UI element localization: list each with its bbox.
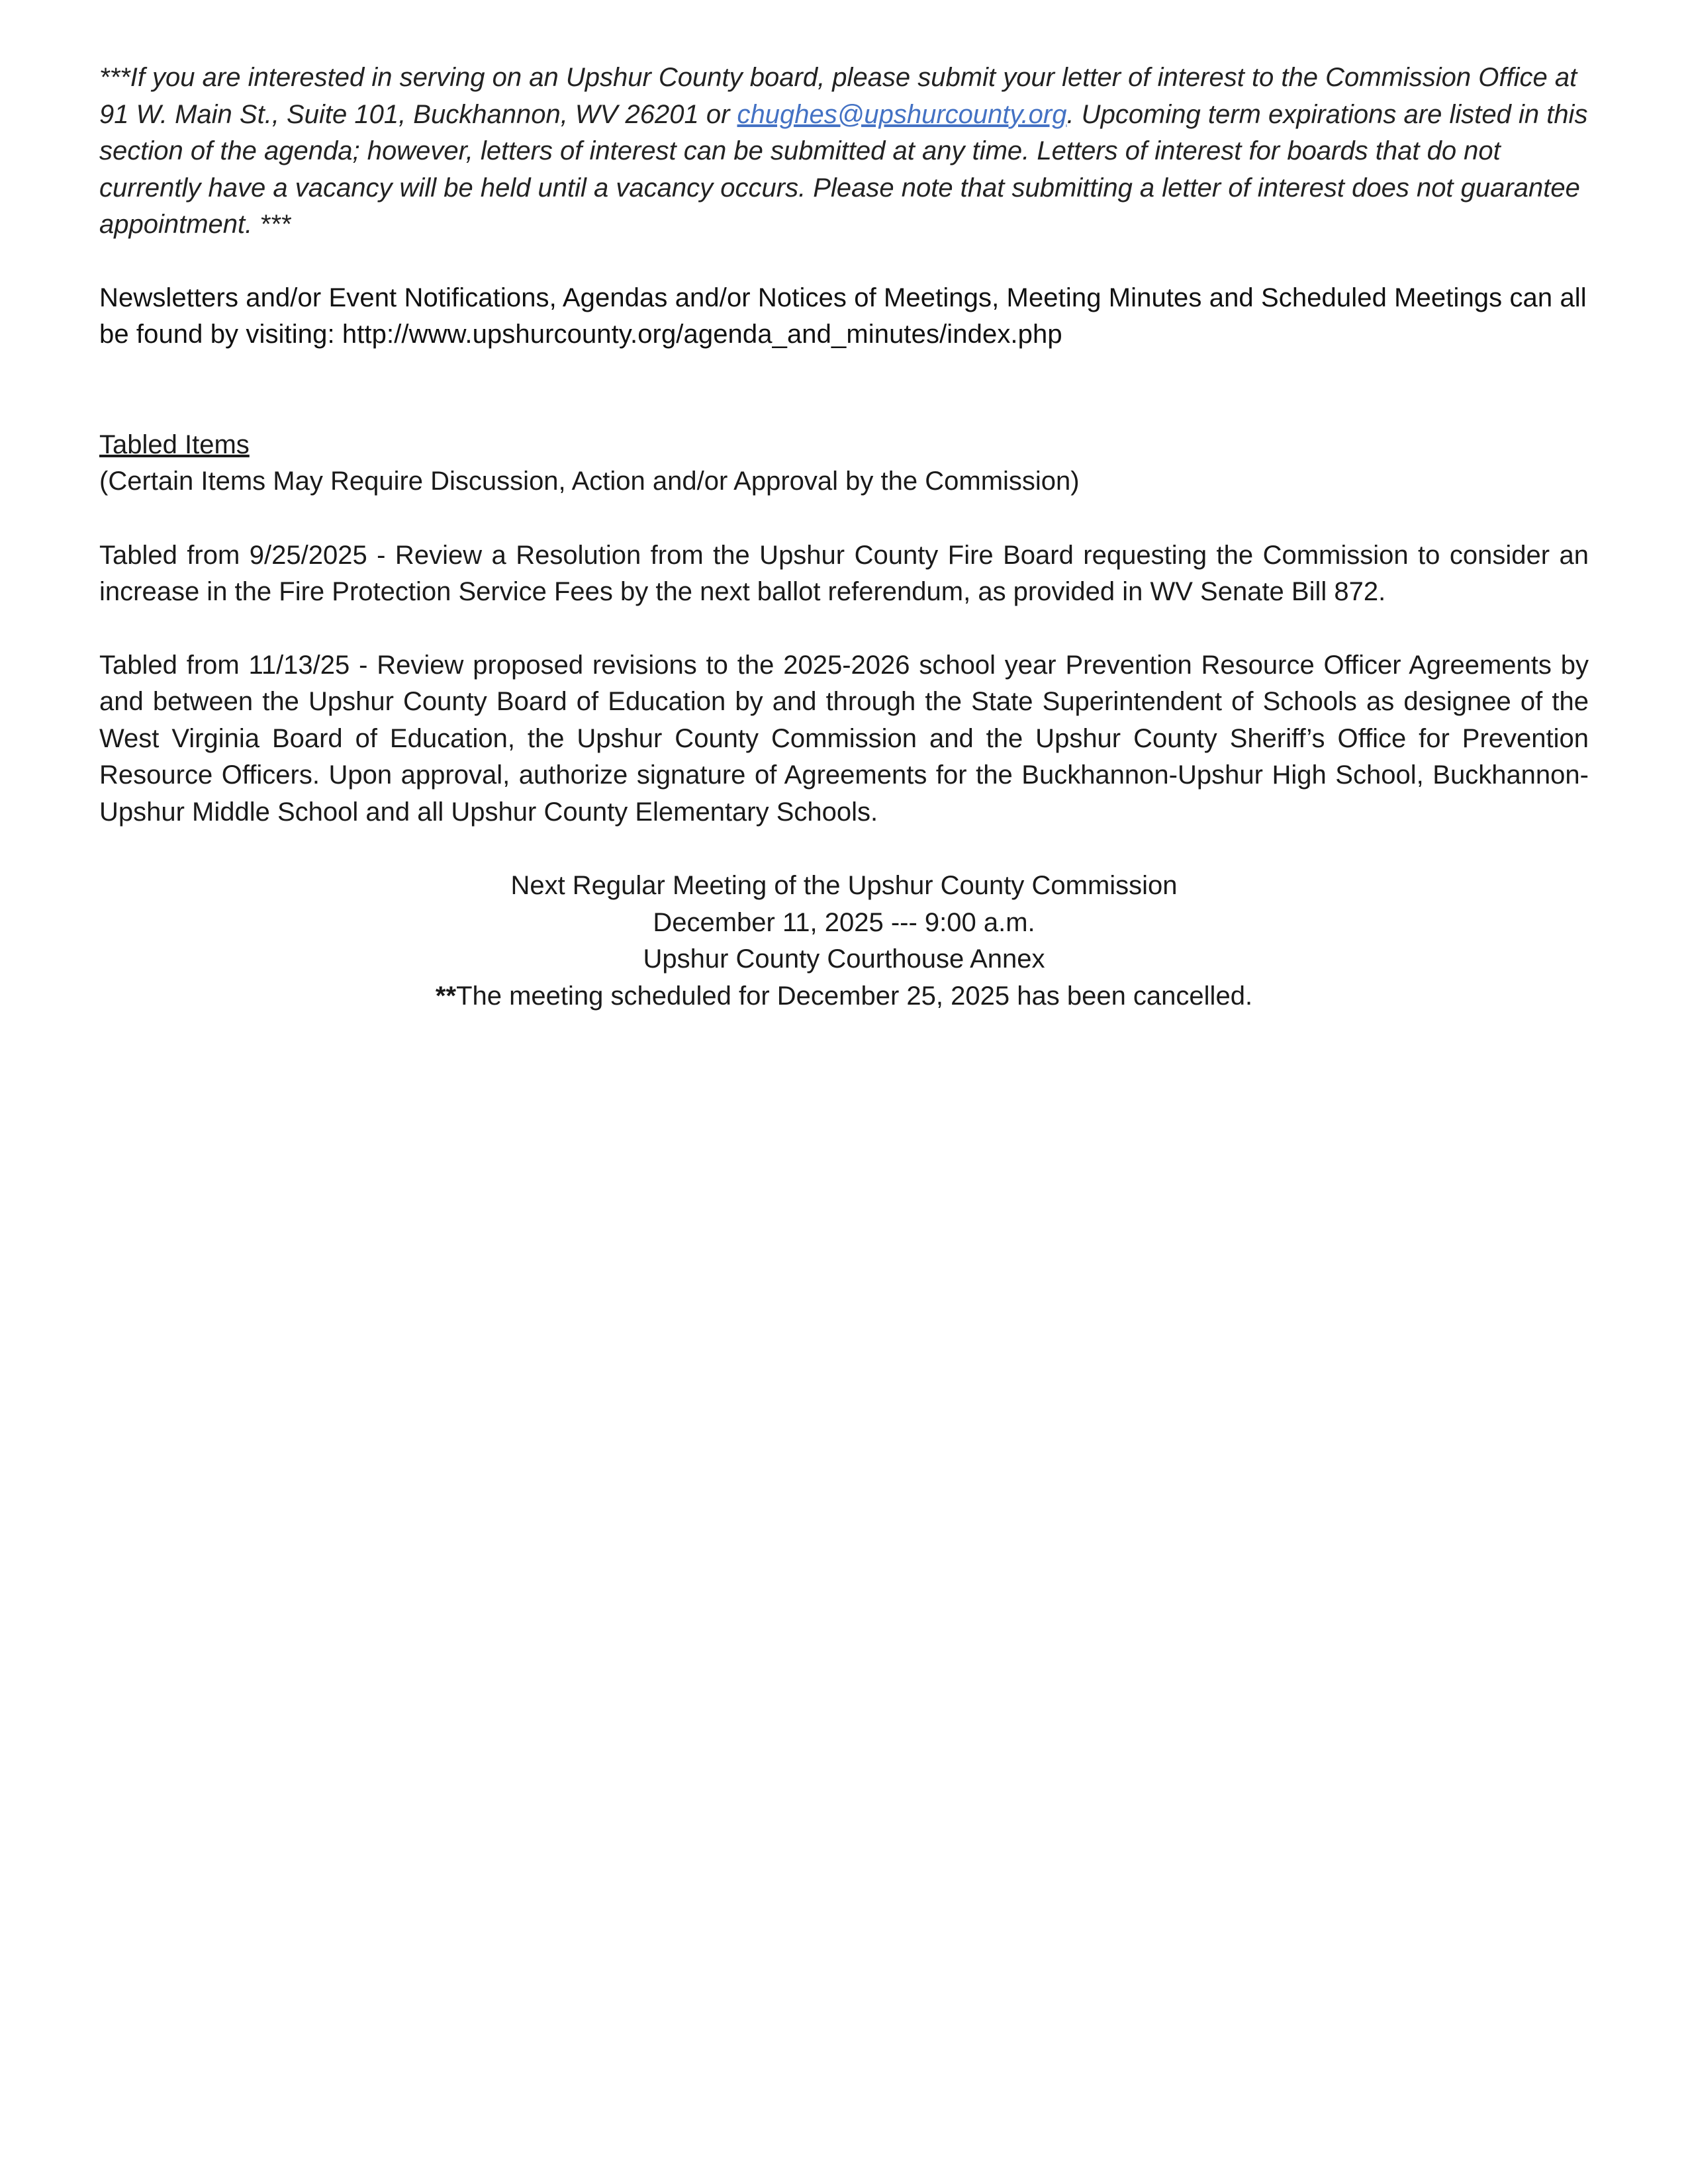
next-meeting-datetime: December 11, 2025 --- 9:00 a.m. bbox=[653, 907, 1035, 937]
meeting-cancellation-notice bbox=[99, 978, 1589, 1015]
tabled-items-subheading: (Certain Items May Require Discussion, Action and/or Approval by the Commission) bbox=[99, 467, 1080, 496]
next-meeting-block bbox=[99, 868, 1589, 1015]
next-meeting-title: Next Regular Meeting of the Upshur County Commission bbox=[510, 871, 1178, 900]
commission-email-link[interactable]: chughes@upshurcounty.org bbox=[737, 99, 1067, 129]
notice-text-end: . Upcoming term expirations are listed in this section of the agenda; however, letters of interest can be submitted at any time. Letters of interest for boards that do not currently have a vacancy will be held until a vacancy occurs. Please note that submitting a letter of interest does not guarantee appointment. *** bbox=[99, 99, 1588, 239]
agenda-page bbox=[99, 60, 1589, 1015]
cancellation-asterisks: ** bbox=[435, 981, 457, 1011]
notice-text-start: ***If you are interested in serving on an Upshur County board, please submit your letter of interest to the Commission Office at 91 W. Main St., Suite 101, Buckhannon, WV 26201 or bbox=[99, 63, 1577, 129]
tabled-item: Tabled from 11/13/25 - Review proposed revisions to the 2025-2026 school year Prevention Resource Officer Agreements by and between the Upshur County Board of Education by and through the State Superintendent of Schools as designee of the West Virginia Board of Education, the Upshur County Commission and the Upshur County Sheriff’s Office for Prevention Resource Officers. Upon approval, authorize signature of Agreements for the Buckhannon-Upshur High School, Buckhannon-Upshur Middle School and all Upshur County Elementary Schools. bbox=[99, 650, 1589, 827]
cancellation-text: The meeting scheduled for December 25, 2025 has been cancelled. bbox=[456, 981, 1253, 1011]
board-interest-notice bbox=[99, 60, 1589, 244]
newsletters-info: Newsletters and/or Event Notifications, Agendas and/or Notices of Meetings, Meeting Minutes and Scheduled Meetings can all be found by visiting: http://www.upshurcounty.org/agenda_and_minutes/index.php bbox=[99, 283, 1587, 349]
next-meeting-location: Upshur County Courthouse Annex bbox=[643, 944, 1045, 974]
tabled-items-heading: Tabled Items bbox=[99, 430, 250, 459]
tabled-item: Tabled from 9/25/2025 - Review a Resolution from the Upshur County Fire Board requesting the Commission to consider an increase in the Fire Protection Service Fees by the next ballot referendum, as provided in WV Senate Bill 872. bbox=[99, 540, 1589, 606]
